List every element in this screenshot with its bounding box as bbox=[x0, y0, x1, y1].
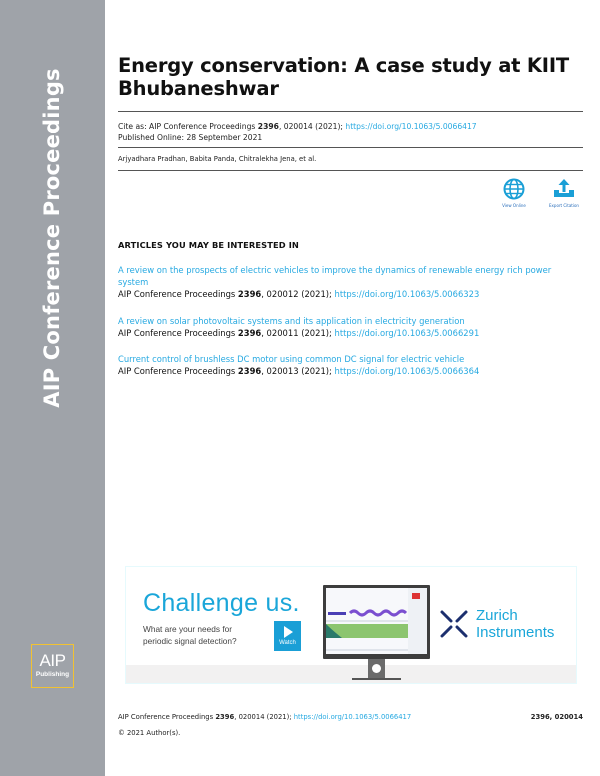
play-icon bbox=[284, 626, 293, 638]
divider bbox=[118, 111, 583, 112]
cite-prefix: AIP Conference Proceedings bbox=[118, 328, 238, 338]
related-doi-link[interactable]: https://doi.org/10.1063/5.0066291 bbox=[334, 328, 480, 338]
copyright-notice: © 2021 Author(s). bbox=[118, 729, 181, 737]
cite-suffix: , 020013 (2021); bbox=[261, 366, 335, 376]
zurich-instruments-brand bbox=[476, 607, 554, 641]
globe-icon bbox=[503, 178, 525, 200]
cite-volume: 2396 bbox=[257, 122, 279, 131]
aip-publishing-logo bbox=[31, 644, 74, 688]
export-citation-label: Export Citation bbox=[549, 203, 579, 208]
cite-volume: 2396 bbox=[237, 289, 262, 299]
cite-prefix: Cite as: AIP Conference Proceedings bbox=[118, 122, 258, 131]
brand-line-1: Zurich bbox=[476, 607, 518, 624]
ad-subline bbox=[143, 623, 237, 647]
monitor-screen bbox=[326, 588, 427, 654]
export-citation-button[interactable] bbox=[544, 178, 584, 208]
related-article bbox=[118, 315, 583, 339]
watch-label: Watch bbox=[279, 640, 296, 646]
related-article-title[interactable]: Current control of brushless DC motor using common DC signal for electric vehicle bbox=[118, 354, 465, 364]
logo-sub-text: Publishing bbox=[35, 671, 70, 678]
related-article-title[interactable]: A review on the prospects of electric vehicles to improve the dynamics of renewable energy rich power system bbox=[118, 265, 552, 287]
related-article-citation bbox=[118, 327, 583, 339]
page-reference: 2396, 020014 bbox=[530, 713, 583, 721]
related-doi-link[interactable]: https://doi.org/10.1063/5.0066323 bbox=[334, 289, 480, 299]
related-doi-link[interactable]: https://doi.org/10.1063/5.0066364 bbox=[334, 366, 480, 376]
cite-prefix: AIP Conference Proceedings bbox=[118, 713, 216, 721]
journal-sidebar bbox=[0, 0, 105, 776]
article-title: Energy conservation: A case study at KIIT Bhubaneshwar bbox=[118, 54, 570, 100]
cite-prefix: AIP Conference Proceedings bbox=[118, 366, 238, 376]
divider bbox=[118, 147, 583, 148]
cite-suffix: , 020014 (2021); bbox=[234, 713, 294, 721]
advertisement-banner[interactable] bbox=[125, 566, 577, 684]
zurich-instruments-logo-icon bbox=[439, 609, 469, 639]
signal-plot-graphic bbox=[326, 588, 427, 654]
logo-main-text: AIP bbox=[39, 651, 66, 670]
export-icon bbox=[552, 178, 576, 200]
related-article-citation bbox=[118, 288, 583, 300]
cite-suffix: , 020011 (2021); bbox=[261, 328, 335, 338]
ad-subline-1: What are your needs for bbox=[143, 624, 233, 634]
brand-line-2: Instruments bbox=[476, 624, 555, 641]
cite-prefix: AIP Conference Proceedings bbox=[118, 289, 238, 299]
ad-floor bbox=[126, 665, 576, 683]
cite-suffix: , 020012 (2021); bbox=[261, 289, 335, 299]
published-date: Published Online: 28 September 2021 bbox=[118, 133, 263, 142]
citation-line bbox=[118, 121, 477, 132]
related-article bbox=[118, 264, 583, 300]
view-online-button[interactable] bbox=[494, 178, 534, 208]
monitor-stand-hole bbox=[372, 664, 381, 673]
authors-list: Arjyadhara Pradhan, Babita Panda, Chitralekha Jena, et al. bbox=[118, 155, 317, 163]
monitor-image bbox=[323, 585, 430, 659]
divider bbox=[118, 170, 583, 171]
journal-name: AIP Conference Proceedings bbox=[40, 68, 64, 408]
cite-volume: 2396 bbox=[215, 713, 235, 721]
watch-button[interactable] bbox=[274, 621, 301, 651]
ad-headline: Challenge us. bbox=[143, 589, 300, 617]
doi-link[interactable]: https://doi.org/10.1063/5.0066417 bbox=[345, 122, 477, 131]
footer-citation bbox=[118, 713, 583, 721]
related-articles-heading: ARTICLES YOU MAY BE INTERESTED IN bbox=[118, 240, 299, 250]
related-article-title[interactable]: A review on solar photovoltaic systems and its application in electricity generation bbox=[118, 316, 465, 326]
footer-doi-link[interactable]: https://doi.org/10.1063/5.0066417 bbox=[293, 713, 412, 721]
cite-suffix: , 020014 (2021); bbox=[278, 122, 346, 131]
monitor-stand-base bbox=[352, 678, 401, 680]
cite-volume: 2396 bbox=[237, 366, 262, 376]
related-article bbox=[118, 353, 583, 377]
cite-volume: 2396 bbox=[237, 328, 262, 338]
ad-subline-2: periodic signal detection? bbox=[143, 636, 237, 646]
view-online-label: View Online bbox=[502, 203, 526, 208]
related-article-citation bbox=[118, 365, 583, 377]
